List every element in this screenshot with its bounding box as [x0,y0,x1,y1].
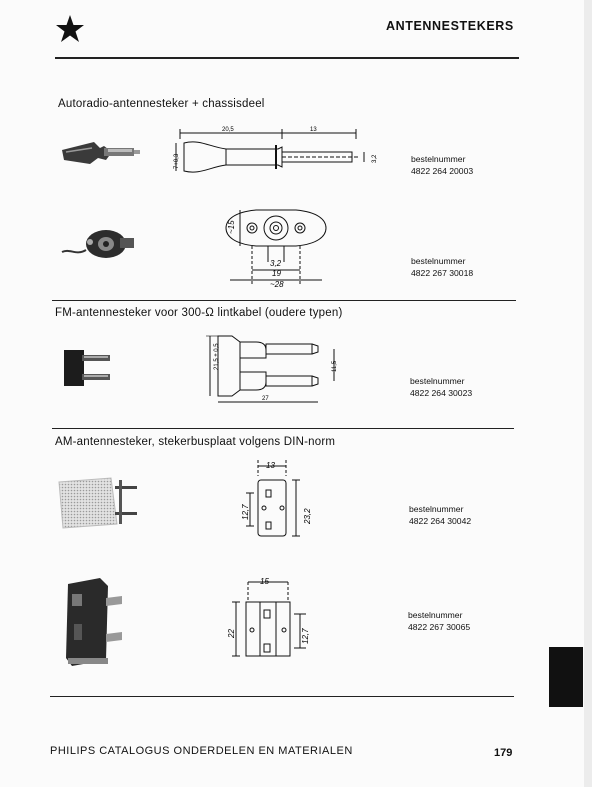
dim-label: 3,2 [270,259,282,268]
header-rule [55,57,519,59]
order-number: 4822 264 30042 [409,516,472,526]
order-label: bestelnummer [410,376,465,386]
am-socket-drawing [222,574,314,666]
order-number: 4822 264 30023 [410,388,473,398]
order-label: bestelnummer [411,256,466,266]
order-block [409,503,471,527]
star-icon [55,14,85,44]
page-number: 179 [494,747,513,759]
dim-label: 13 [310,127,317,133]
order-label: bestelnummer [409,504,464,514]
dim-label: 20,5 [222,127,234,133]
dim-label: ~15 [227,220,236,234]
fm-plug-photo [60,346,118,388]
section-title: AM-antennesteker, stekerbusplaat volgens DIN-norm [55,436,336,448]
dim-label: 21,5 ± 0,5 [214,343,220,370]
am-plug-photo [55,474,143,530]
section-title: Autoradio-antennesteker + chassisdeel [58,98,265,110]
section-rule [52,300,516,301]
dim-label: 19 [272,269,281,278]
dim-label: 22 [227,629,236,638]
page-header-title: ANTENNESTEKERS [386,19,514,33]
section-tab-marker [549,647,583,707]
dim-label: 7+0,3 [174,153,180,169]
dim-label: ~28 [270,280,284,289]
am-socket-photo [60,574,130,668]
order-number: 4822 267 30065 [408,622,471,632]
order-block [410,375,472,399]
section-title: FM-antennesteker voor 300-Ω lintkabel (oudere typen) [55,307,343,319]
page-edge [584,0,592,787]
dim-label: 13 [266,461,275,470]
dim-label: 15 [260,577,269,586]
dim-label: 27 [262,396,269,402]
socket-drawing [222,196,330,290]
plug-photo [60,136,142,170]
am-plug-drawing [228,456,314,546]
order-label: bestelnummer [411,154,466,164]
dim-label: 11,5 [332,360,338,372]
order-block [408,609,470,633]
order-block [411,255,473,279]
footer-catalog-title: PHILIPS CATALOGUS ONDERDELEN EN MATERIALEN [50,745,353,757]
fm-plug-drawing [196,330,346,406]
dim-label: 3,2 [372,154,378,163]
order-label: bestelnummer [408,610,463,620]
order-number: 4822 267 30018 [411,268,474,278]
plug-drawing [170,125,385,185]
order-block [411,153,473,177]
order-number: 4822 264 20003 [411,166,474,176]
socket-photo [60,222,140,266]
section-rule [52,428,514,429]
dim-label: 23,2 [303,508,312,524]
dim-label: 12,7 [301,628,310,644]
dim-label: 12,7 [241,504,250,520]
footer-rule [50,696,514,697]
